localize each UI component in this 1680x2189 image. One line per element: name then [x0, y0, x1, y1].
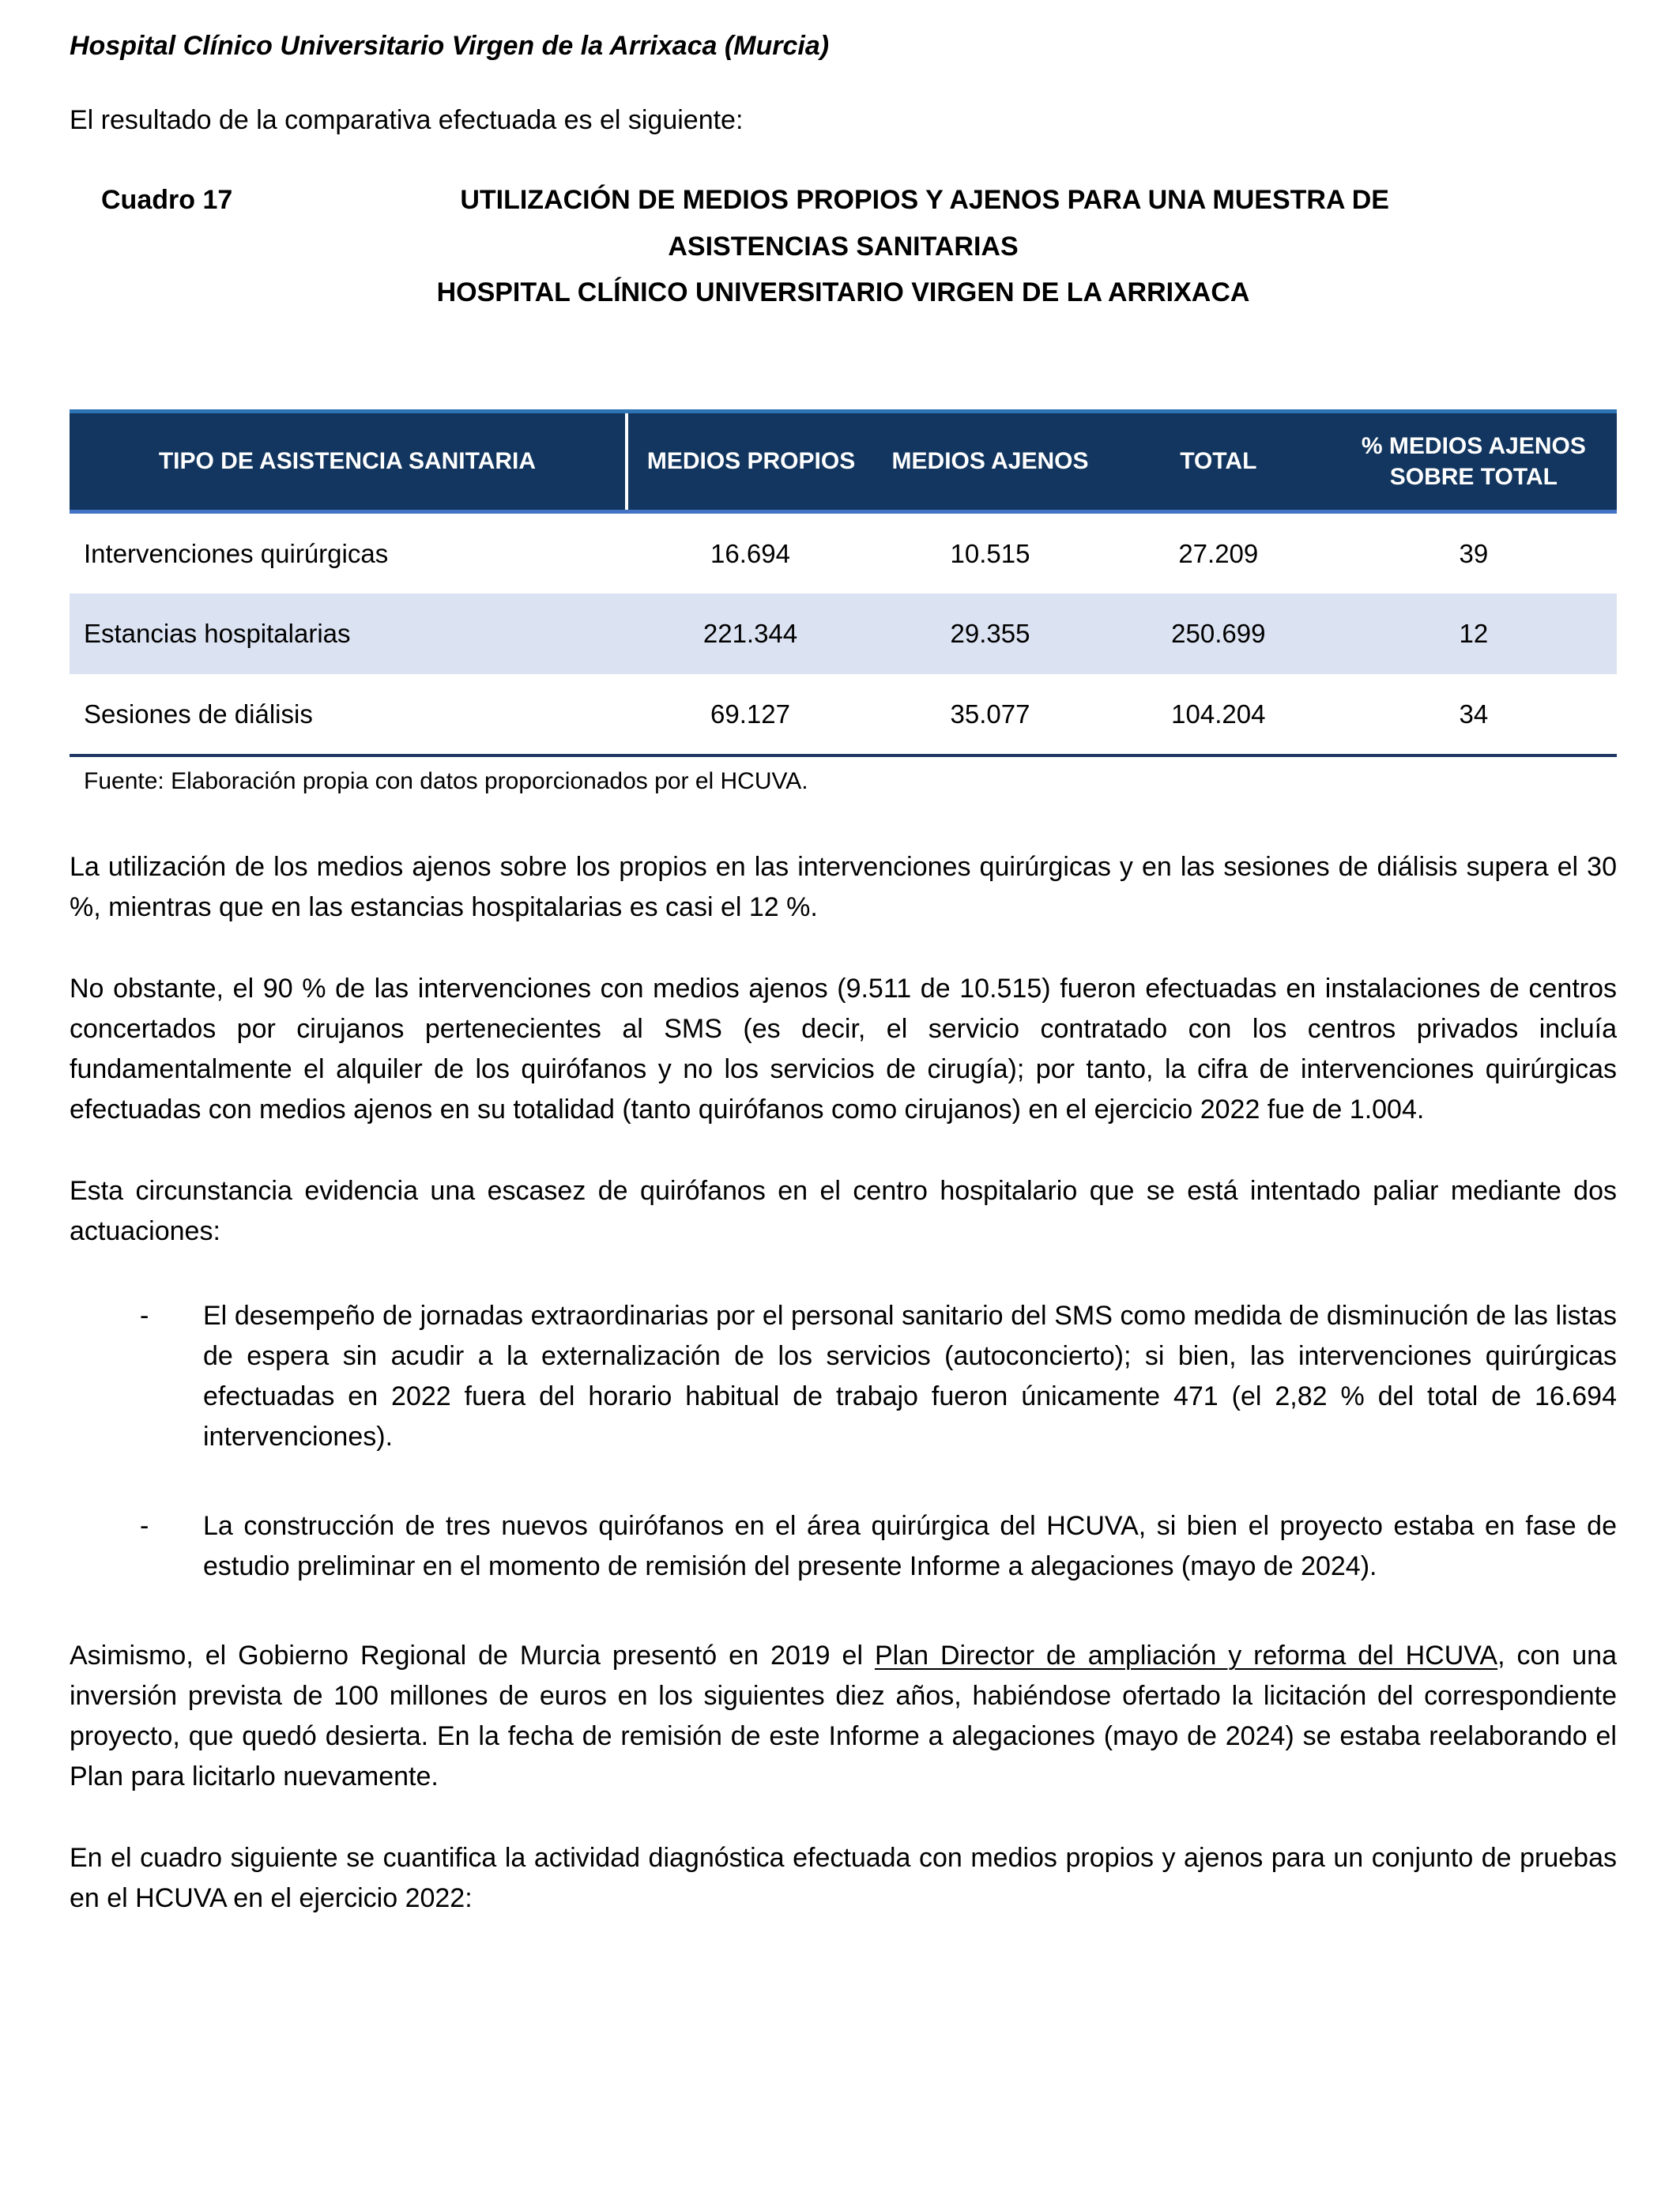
table-body: [70, 511, 1617, 755]
cell-row-label: Intervenciones quirúrgicas: [70, 511, 627, 593]
cell-total: 104.204: [1106, 674, 1331, 756]
bullet-item-1-text: El desempeño de jornadas extraordinarias por el personal sanitario del SMS como medida de disminución de las listas de espera sin acudir a la externalización de los servicios (autoconcierto); si bien, las intervenciones quirúrgicas efectuadas en 2022 fuera del horario habitual de trabajo fueron únicamente 471 (el 2,82 % del total de 16.694 intervenciones).: [203, 1301, 1617, 1452]
bullet-dash-marker: -: [140, 1301, 149, 1332]
body-paragraph-1: La utilización de los medios ajenos sobre los propios en las intervenciones quirúrgicas y en las sesiones de diálisis supera el 30 %, mientras que en las estancias hospitalarias es casi el 12 %.: [70, 852, 1617, 923]
plan-director-underlined-text: Plan Director de ampliación y reforma del HCUVA: [874, 1641, 1498, 1671]
intro-paragraph: El resultado de la comparativa efectuada es el siguiente:: [70, 105, 744, 136]
cell-medios-ajenos: 10.515: [874, 511, 1106, 593]
cell-medios-propios: 16.694: [627, 511, 874, 593]
cell-medios-propios: 69.127: [627, 674, 874, 756]
table-caption-title-line-1: UTILIZACIÓN DE MEDIOS PROPIOS Y AJENOS PARA UNA MUESTRA DE: [460, 185, 1389, 216]
bullet-dash-marker: -: [140, 1511, 149, 1542]
column-header-total: TOTAL: [1106, 411, 1331, 511]
table-caption: [70, 177, 1617, 315]
paragraph-4-lead-text: Asimismo, el Gobierno Regional de Murcia presentó en 2019 el: [70, 1641, 875, 1671]
table-row: [70, 593, 1617, 674]
body-paragraph-3: Esta circunstancia evidencia una escasez de quirófanos en el centro hospitalario que se está intentado paliar mediante dos actuaciones:: [70, 1176, 1617, 1247]
cell-medios-ajenos: 35.077: [874, 674, 1106, 756]
bullet-item-2: [140, 1506, 1617, 1587]
table-caption-title-line-2: ASISTENCIAS SANITARIAS: [668, 231, 1019, 262]
column-header-pct-medios-ajenos: % MEDIOS AJENOS SOBRE TOTAL: [1331, 411, 1617, 511]
table-row: [70, 674, 1617, 756]
cell-pct-medios-ajenos: 34: [1331, 674, 1617, 756]
cell-medios-propios: 221.344: [627, 593, 874, 674]
body-paragraph-4: [70, 1636, 1617, 1797]
column-header-tipo-asistencia: TIPO DE ASISTENCIA SANITARIA: [70, 411, 627, 511]
cell-total: 250.699: [1106, 593, 1331, 674]
table-caption-title-line-3: HOSPITAL CLÍNICO UNIVERSITARIO VIRGEN DE LA ARRIXACA: [436, 277, 1250, 308]
table-row: [70, 511, 1617, 593]
data-table: [70, 409, 1617, 758]
body-paragraph-2: No obstante, el 90 % de las intervenciones con medios ajenos (9.511 de 10.515) fueron efectuadas en instalaciones de centros concertados por cirujanos pertenecientes al SMS (es decir, el servicio contratado con los centros privados incluía fundamentalmente el alquiler de los quirófanos y no los servicios de cirugía); por tanto, la cifra de intervenciones quirúrgicas efectuadas con medios ajenos en su totalidad (tanto quirófanos como cirujanos) en el ejercicio 2022 fue de 1.004.: [70, 974, 1617, 1125]
cell-pct-medios-ajenos: 39: [1331, 511, 1617, 593]
bullet-item-2-text: La construcción de tres nuevos quirófanos en el área quirúrgica del HCUVA, si bien el proyecto estaba en fase de estudio preliminar en el momento de remisión del presente Informe a alegaciones (mayo de 2024).: [203, 1511, 1617, 1582]
cell-pct-medios-ajenos: 12: [1331, 593, 1617, 674]
data-table-wrapper: [70, 409, 1617, 758]
cell-total: 27.209: [1106, 511, 1331, 593]
bullet-item-1: [140, 1296, 1617, 1457]
column-header-medios-ajenos: MEDIOS AJENOS: [874, 411, 1106, 511]
body-paragraph-5: En el cuadro siguiente se cuantifica la actividad diagnóstica efectuada con medios propios y ajenos para un conjunto de pruebas en el HCUVA en el ejercicio 2022:: [70, 1843, 1617, 1914]
column-header-medios-propios: MEDIOS PROPIOS: [627, 411, 874, 511]
cell-medios-ajenos: 29.355: [874, 593, 1106, 674]
table-header: [70, 411, 1617, 511]
table-caption-label: Cuadro 17: [101, 185, 233, 216]
cell-row-label: Sesiones de diálisis: [70, 674, 627, 756]
section-title: Hospital Clínico Universitario Virgen de la Arrixaca (Murcia): [70, 31, 830, 61]
table-header-row: [70, 411, 1617, 511]
paragraph-4-trailing-text: , con una inversión prevista de 100 millones de euros en los siguientes diez años, habiéndose ofertado la licitación del correspondiente proyecto, que quedó desierta. En la fecha de remisión de este Informe a alegaciones (mayo de 2024) se estaba reelaborando el Plan para licitarlo nuevamente.: [70, 1641, 1618, 1792]
cell-row-label: Estancias hospitalarias: [70, 593, 627, 674]
table-caption-line-1: [70, 177, 1617, 223]
table-source-note: Fuente: Elaboración propia con datos proporcionados por el HCUVA.: [84, 768, 808, 795]
